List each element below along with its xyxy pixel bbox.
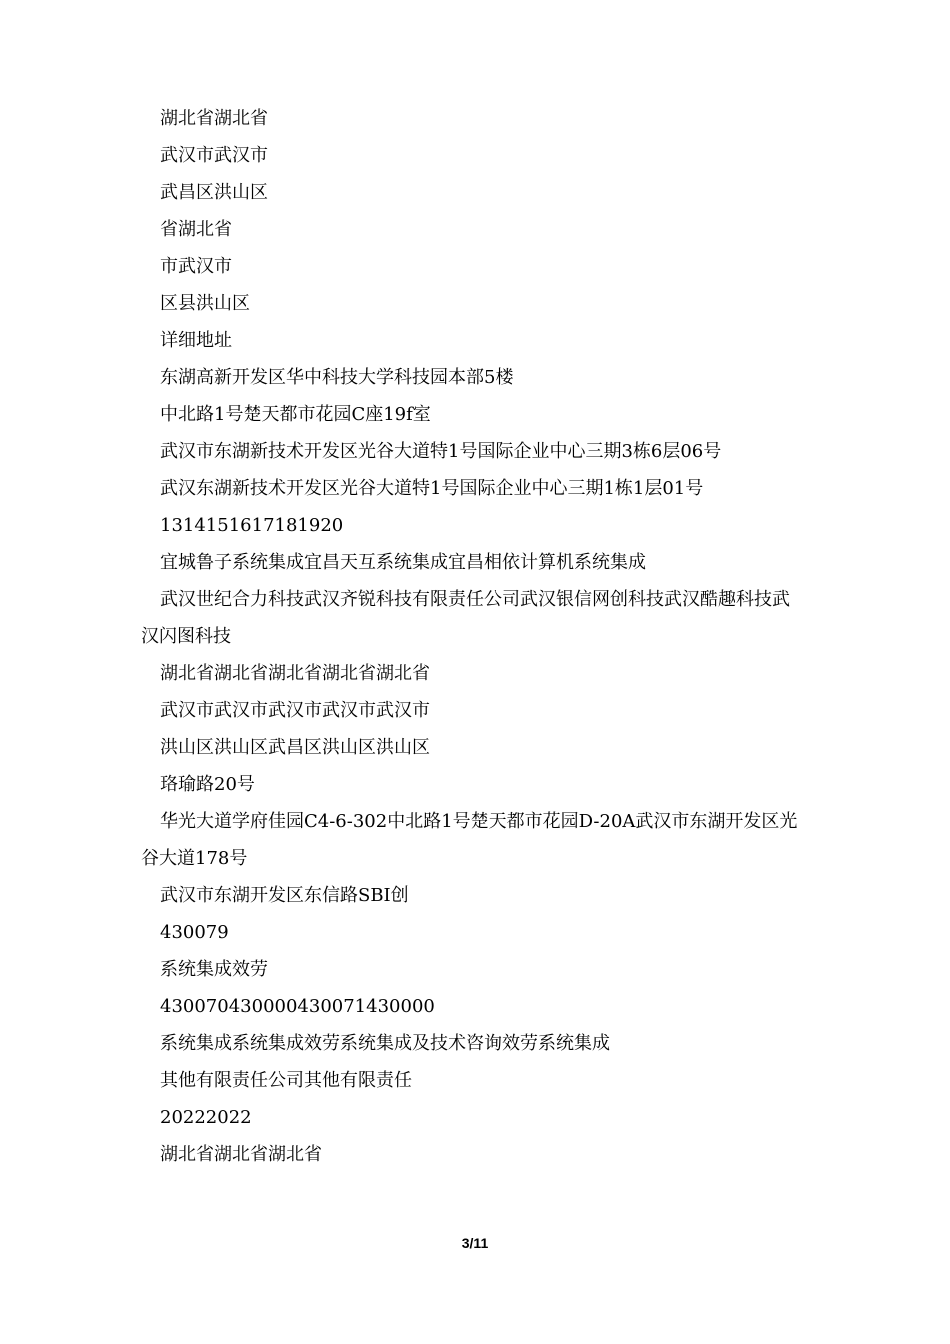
- paragraph: 20222022: [160, 1107, 252, 1128]
- paragraph: 武汉市东湖新技术开发区光谷大道特1号国际企业中心三期3栋6层06号: [160, 441, 722, 462]
- paragraph: 1314151617181920: [160, 515, 344, 536]
- document-body: [141, 100, 801, 1173]
- paragraph: 湖北省湖北省湖北省: [160, 1144, 322, 1165]
- paragraph: 区县洪山区: [160, 293, 250, 314]
- paragraph: 详细地址: [160, 330, 232, 351]
- paragraph: 湖北省湖北省湖北省湖北省湖北省: [160, 663, 430, 684]
- paragraph: 华光大道学府佳园C4-6-302中北路1号楚天都市花园D-20A武汉市东湖开发区光谷大道178号: [141, 811, 798, 869]
- paragraph: 武汉市武汉市武汉市武汉市武汉市: [160, 700, 430, 721]
- paragraph: 武汉市东湖开发区东信路SBI创: [160, 885, 409, 906]
- paragraph: 武汉市武汉市: [160, 145, 268, 166]
- page-number: 3/11: [461, 1235, 489, 1251]
- paragraph: 东湖高新开发区华中科技大学科技园本部5楼: [160, 367, 514, 388]
- paragraph: 系统集成效劳: [160, 959, 268, 980]
- paragraph: 武汉东湖新技术开发区光谷大道特1号国际企业中心三期1栋1层01号: [160, 478, 704, 499]
- paragraph: 其他有限责任公司其他有限责任: [160, 1070, 412, 1091]
- paragraph: 武昌区洪山区: [160, 182, 268, 203]
- paragraph: 中北路1号楚天都市花园C座19f室: [160, 404, 431, 425]
- paragraph: 宜城鲁子系统集成宜昌天互系统集成宜昌相依计算机系统集成: [160, 552, 646, 573]
- paragraph: 430079: [160, 922, 229, 943]
- paragraph: 市武汉市: [160, 256, 232, 277]
- paragraph: 系统集成系统集成效劳系统集成及技术咨询效劳系统集成: [160, 1033, 610, 1054]
- paragraph: 珞瑜路20号: [160, 774, 255, 795]
- paragraph: 武汉世纪合力科技武汉齐锐科技有限责任公司武汉银信网创科技武汉酷趣科技武汉闪图科技: [141, 589, 790, 647]
- paragraph: 省湖北省: [160, 219, 232, 240]
- paragraph: 430070430000430071430000: [160, 996, 435, 1017]
- paragraph: 湖北省湖北省: [160, 108, 268, 129]
- paragraph: 洪山区洪山区武昌区洪山区洪山区: [160, 737, 430, 758]
